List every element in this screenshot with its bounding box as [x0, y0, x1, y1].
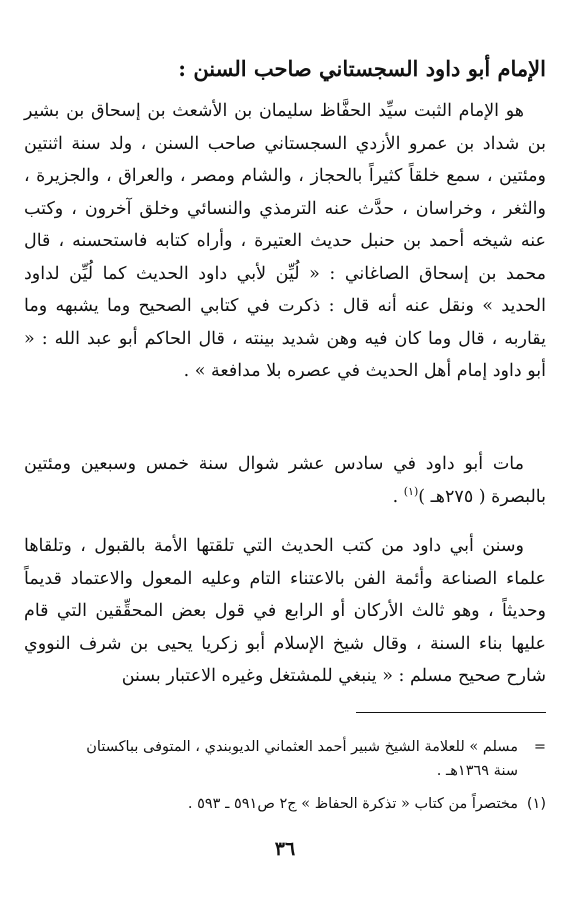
footnote-1-number: (١) — [526, 796, 546, 812]
section-heading: الإمام أبو داود السجستاني صاحب السنن : — [178, 56, 546, 81]
paragraph-death-text: مات أبو داود في سادس عشر شوال سنة خمس وسبعين ومئتين بالبصرة ( ٢٧٥هـ ) — [24, 454, 546, 507]
footnote-continued-line1: مسلم » للعلامة الشيخ شبير أحمد العثماني الديوبندي ، المتوفى بباكستان — [86, 739, 518, 755]
footnote-continued-line2: سنة ١٣٦٩هـ . — [436, 763, 518, 779]
footnote-reference: (١) — [403, 484, 419, 498]
footnote-separator — [356, 712, 546, 713]
book-page — [24, 0, 546, 900]
footnote-1 — [24, 792, 546, 816]
paragraph-biography: هو الإمام الثبت سيِّد الحفَّاظ سليمان بن الأشعث بن إسحاق بن بشير بن شداد بن عمرو الأزدي السجستاني صاحب السنن ، ولد سنة اثنتين ومئتين ، سمع خلقاً كثيراً بالحجاز ، والشام ومصر ، والعراق ، والجزيرة ، والثغر ، وخراسان ، حدَّث عنه الترمذي والنسائي وخلق آخرون ، وكتب عنه شيخه أحمد بن حنبل حديث العتيرة ، وأراه كتابه فاستحسنه ، قال محمد بن إسحاق الصاغاني : « لُيِّن لأبي داود الحديث كما لُيِّن لداود الحديد » ونقل عنه أنه قال : ذكرت في كتابي الصحيح وما يشبهه وما يقاربه ، قال وما كان فيه وهن شديد بينته ، قال الحاكم أبو عبد الله : « أبو داود إمام أهل الحديث في عصره بلا مدافعة » . — [24, 101, 546, 381]
page-number: ٣٦ — [274, 838, 296, 860]
paragraph-death-end: . — [392, 486, 404, 507]
paragraph-sunan: وسنن أبي داود من كتب الحديث التي تلقتها الأمة بالقبول ، وتلقاها علماء الصناعة وأئمة الفن بالاعتناء التام وعليه المعول والاعتماد قديماً وحديثاً ، وهو ثالث الأركان أو الرابع في قول بعض المحقِّقين التي قام عليها بناء السنة ، وقال شيخ الإسلام أبو زكريا يحيى بن شرف النووي شارح صحيح مسلم : « ينبغي للمشتغل وغيره الاعتبار بسنن — [24, 536, 546, 686]
footnote-1-text: مختصراً من كتاب « تذكرة الحفاظ » ج٢ ص٥٩١ ـ ٥٩٣ . — [187, 796, 518, 812]
paragraph-death — [24, 448, 546, 513]
footnote-continuation-mark: = — [533, 739, 546, 755]
footnote-continued — [24, 735, 546, 783]
